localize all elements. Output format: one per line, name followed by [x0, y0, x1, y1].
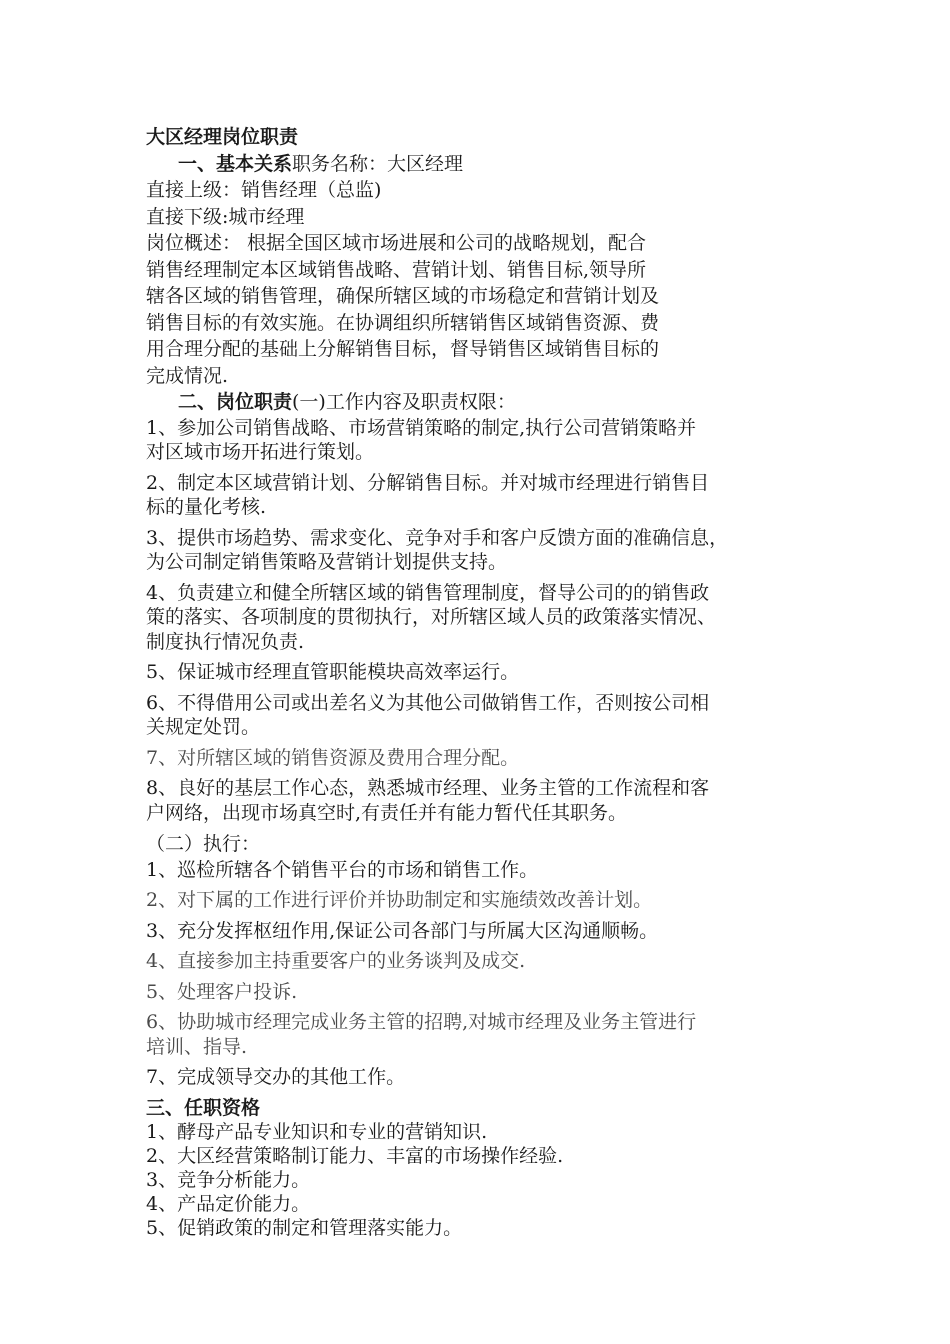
- list-item-line: 4、直接参加主持重要客户的业务谈判及成交.: [146, 950, 526, 972]
- list-item-line: 1、巡检所辖各个销售平台的市场和销售工作。: [146, 858, 539, 881]
- list-item-line: 6、不得借用公司或出差名义为其他公司做销售工作，否则按公司相: [146, 691, 710, 714]
- document-title: 大区经理岗位职责: [146, 126, 299, 148]
- list-item-line: 策的落实、各项制度的贯彻执行，对所辖区域人员的政策落实情况、: [146, 606, 717, 628]
- list-item: [146, 1010, 826, 1059]
- list-item-line: 2、对下属的工作进行评价并协助制定和实施绩效改善计划。: [146, 889, 653, 911]
- list-item-line: 标的量化考核.: [146, 496, 267, 518]
- list-item: 4、产品定价能力。: [146, 1192, 311, 1215]
- list-item-line: 8、良好的基层工作心态，熟悉城市经理、业务主管的工作流程和客: [146, 777, 710, 799]
- job-name: 职务名称：大区经理: [292, 152, 464, 175]
- list-item: [146, 980, 826, 1005]
- list-item-line: 7、完成领导交办的其他工作。: [146, 1066, 406, 1088]
- overview-line: 辖各区域的销售管理，确保所辖区域的市场稳定和营销计划及: [146, 285, 660, 307]
- section-2-heading: 二、岗位职责: [178, 391, 293, 413]
- overview-line: 销售经理制定本区域销售战略、营销计划、销售目标,领导所: [146, 258, 647, 281]
- section-1-heading-line: [146, 151, 826, 178]
- list-item-line: 7、对所辖区域的销售资源及费用合理分配。: [146, 746, 520, 769]
- overview-line: 岗位概述： 根据全国区域市场进展和公司的战略规划，配合: [146, 232, 647, 254]
- list-item: [146, 660, 826, 685]
- list-item: [146, 746, 826, 771]
- document-page: [146, 124, 826, 1240]
- duties-list: [146, 416, 826, 826]
- qualifications-list: [146, 1120, 826, 1240]
- list-item-line: 为公司制定销售策略及营销计划提供支持。: [146, 551, 508, 573]
- list-item-line: 对区域市场开拓进行策划。: [146, 441, 375, 463]
- list-item: [146, 919, 826, 944]
- list-item-line: 1、参加公司销售战略、市场营销策略的制定,执行公司营销策略并: [146, 416, 697, 439]
- list-item: [146, 858, 826, 883]
- section-3-heading: 三、任职资格: [146, 1096, 261, 1119]
- list-item: [146, 471, 826, 520]
- list-item-line: 5、保证城市经理直管职能模块高效率运行。: [146, 661, 520, 683]
- list-item: [146, 1065, 826, 1090]
- list-item: 2、大区经营策略制订能力、丰富的市场操作经验.: [146, 1144, 564, 1167]
- subsection-1-heading: (一)工作内容及职责权限：: [292, 391, 516, 413]
- list-item: [146, 949, 826, 974]
- list-item-line: 关规定处罚。: [146, 716, 261, 738]
- list-item: [146, 691, 826, 740]
- list-item: 5、促销政策的制定和管理落实能力。: [146, 1216, 463, 1239]
- list-item: 1、酵母产品专业知识和专业的营销知识.: [146, 1120, 488, 1143]
- list-item-line: 3、充分发挥枢纽作用,保证公司各部门与所属大区沟通顺畅。: [146, 919, 659, 942]
- list-item: [146, 776, 826, 825]
- list-item-line: 培训、指导.: [146, 1035, 248, 1058]
- list-item-line: 6、协助城市经理完成业务主管的招聘,对城市经理及业务主管进行: [146, 1011, 697, 1033]
- list-item-line: 3、提供市场趋势、需求变化、竞争对手和客户反馈方面的准确信息，: [146, 526, 729, 549]
- section-1-heading: 一、基本关系: [178, 152, 293, 175]
- list-item-line: 制度执行情况负责.: [146, 630, 305, 653]
- direct-subordinate: 直接下级:城市经理: [146, 205, 305, 228]
- list-item: 3、竞争分析能力。: [146, 1168, 311, 1191]
- list-item: [146, 526, 826, 575]
- list-item-line: 户网络，出现市场真空时,有责任并有能力暂代任其职务。: [146, 801, 628, 824]
- direct-superior: 直接上级：销售经理（总监): [146, 179, 382, 201]
- subsection-2-heading: （二）执行：: [146, 833, 261, 855]
- list-item: [146, 416, 826, 465]
- overview-line: 用合理分配的基础上分解销售目标，督导销售区域销售目标的: [146, 338, 660, 360]
- list-item-line: 5、处理客户投诉.: [146, 980, 298, 1003]
- list-item: [146, 581, 826, 655]
- section-2-heading-line: [146, 389, 826, 416]
- list-item: [146, 888, 826, 913]
- execution-list: [146, 858, 826, 1090]
- job-overview: [146, 230, 826, 389]
- list-item-line: 4、负责建立和健全所辖区域的销售管理制度，督导公司的的销售政: [146, 581, 710, 604]
- list-item-line: 2、制定本区域营销计划、分解销售目标。并对城市经理进行销售目: [146, 471, 710, 494]
- overview-line: 销售目标的有效实施。在协调组织所辖销售区域销售资源、费: [146, 311, 660, 334]
- overview-line: 完成情况.: [146, 364, 229, 387]
